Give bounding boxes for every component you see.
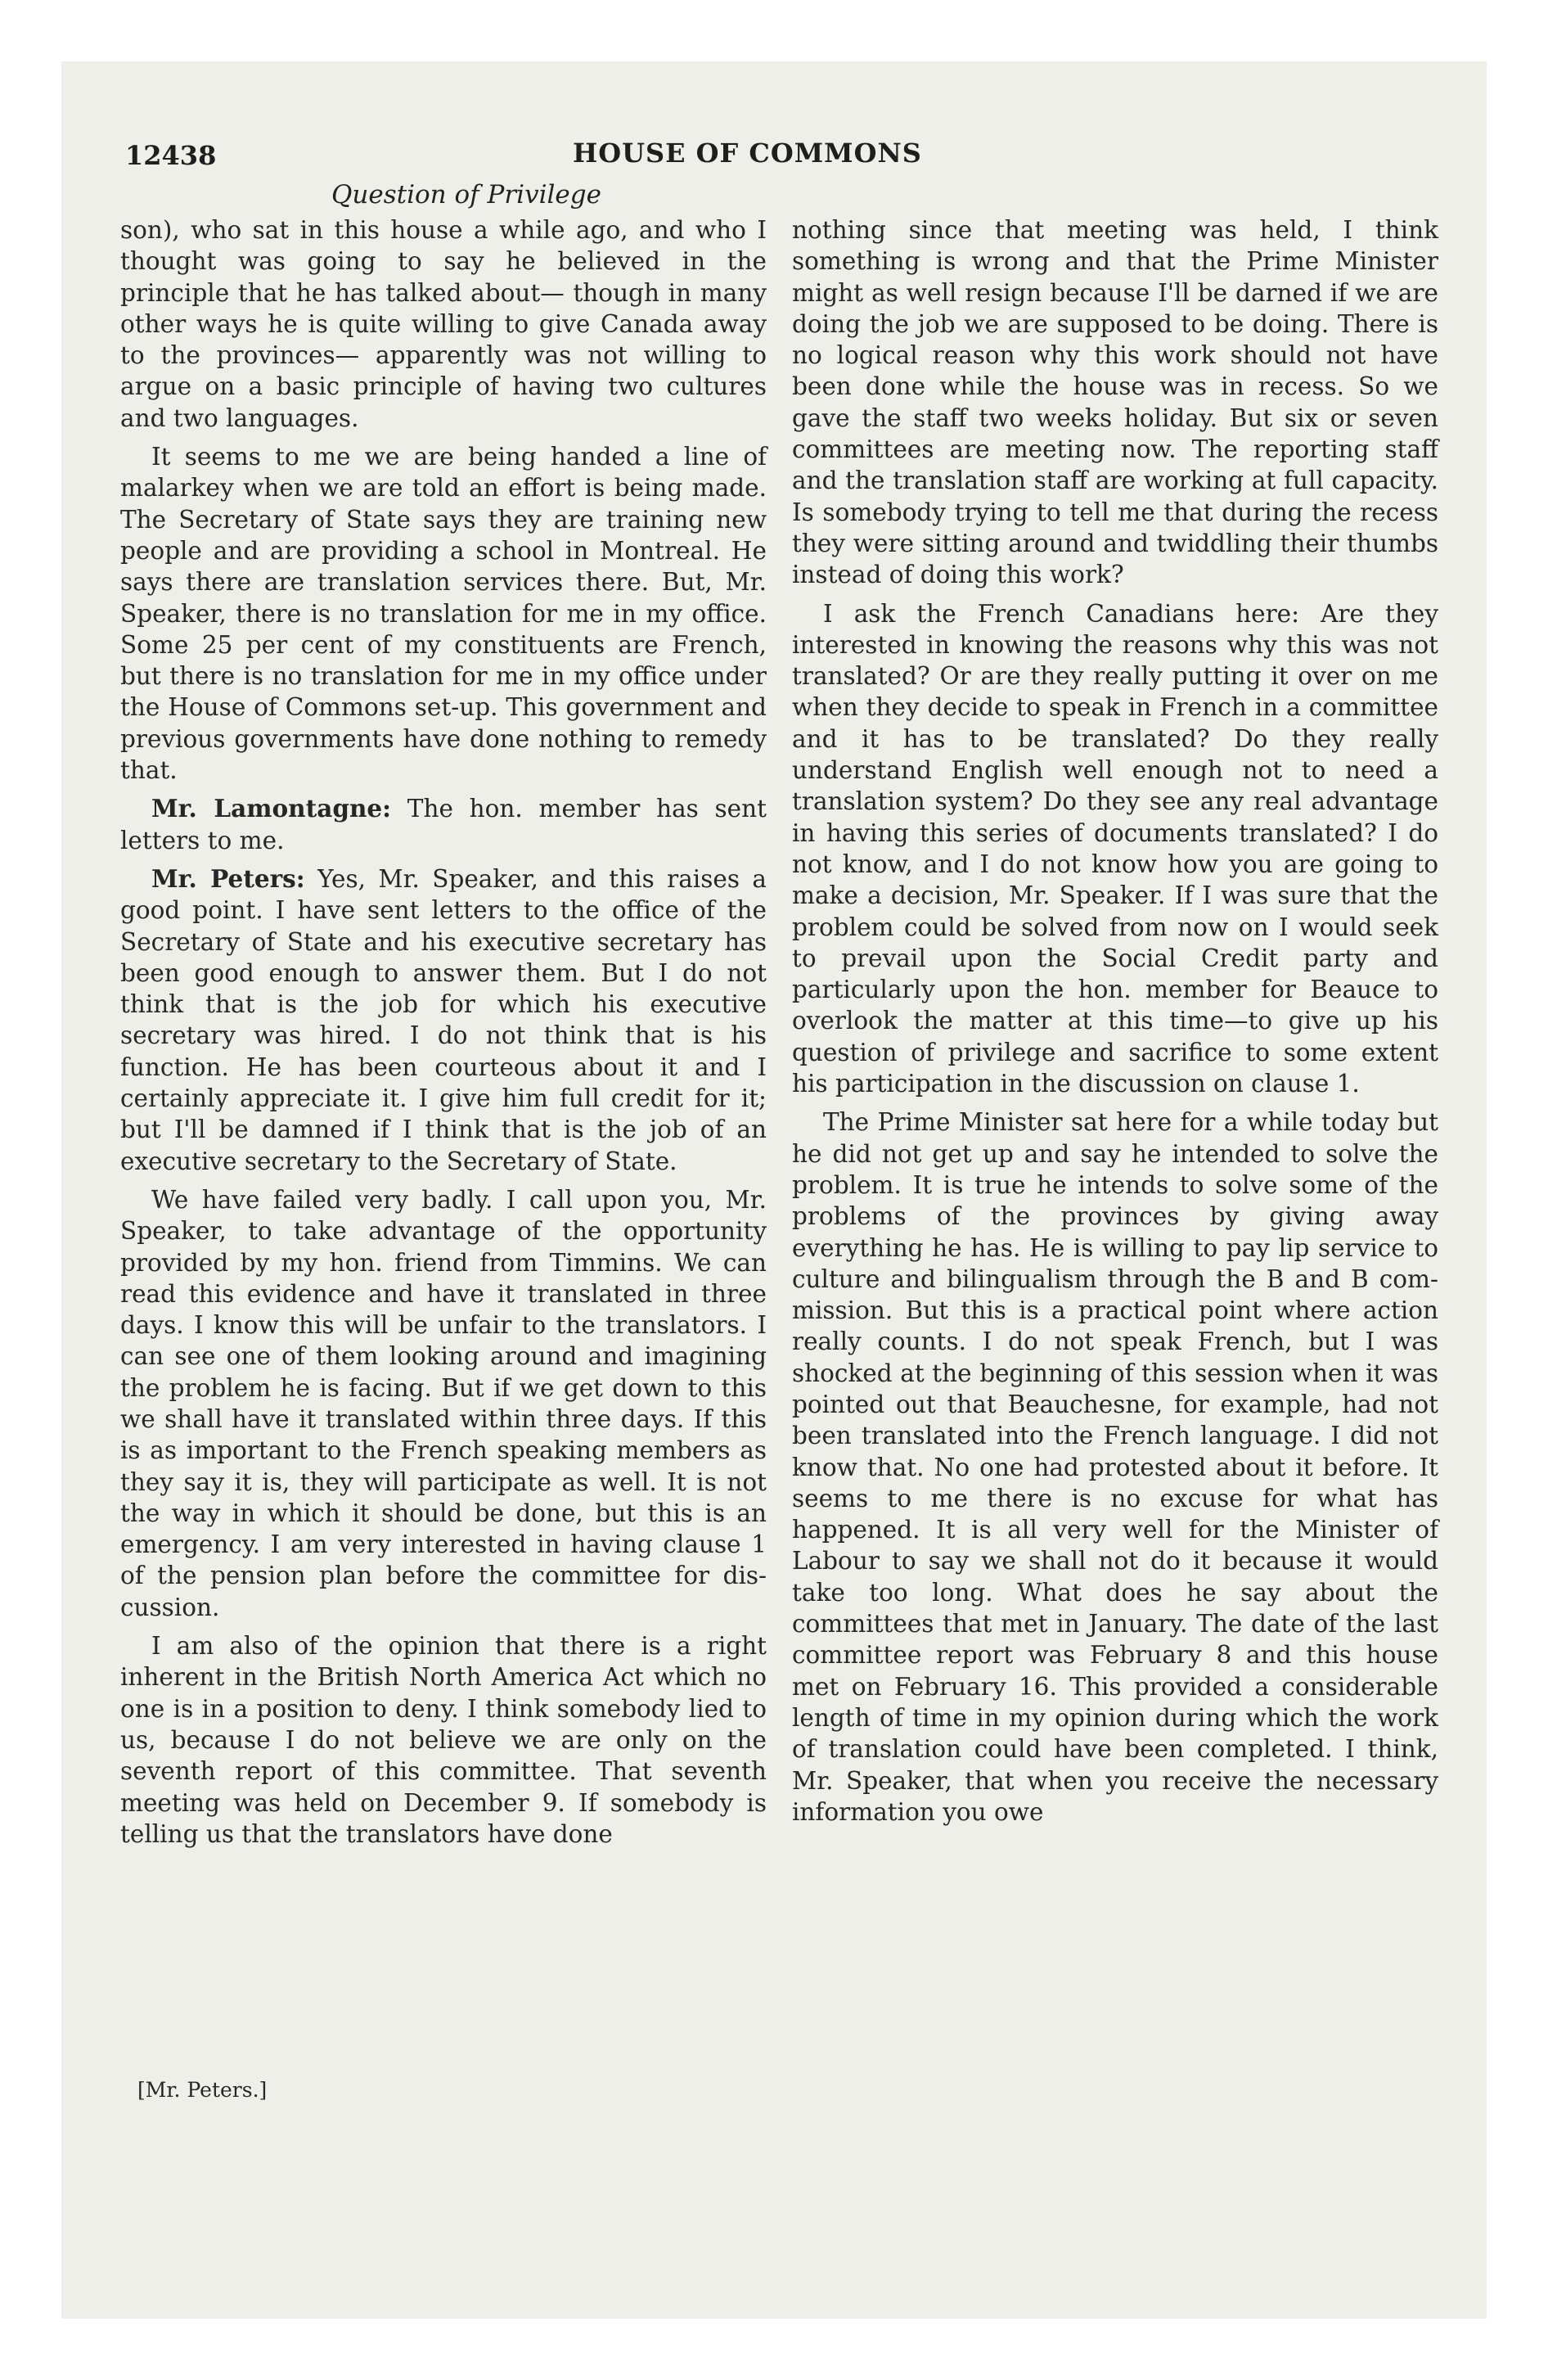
- running-head: HOUSE OF COMMONS: [573, 137, 922, 169]
- paragraph-text: nothing since that meeting was held, I think something is wrong and that the Prime Minister might as well resign because I'll be darned if we are doing the job we are supposed to be doing. There is no logical reason why this work should not have been done while the house was in recess. So we gave the staff two weeks holiday. But six or seven committees are meeting now. The reporting staff and the translation staff are working at full capacity. Is somebody trying to tell me that during the recess they were sitting around and twiddling their thumbs instead of doing this work?: [792, 216, 1438, 589]
- paragraph-text: Yes, Mr. Speaker, and this raises a good point. I have sent letters to the office of the Secretary of State and his executive secretary has been good enough to answer them. But I do not think that is the job for which his executive secretary was hired. I do not think that is his function. He has been courteous about it and I certainly appreciate it. I give him full credit for it; but I'll be damned if I think that is the job of an executive secretary to the Secretary of State.: [120, 864, 767, 1175]
- paragraph: [120, 1184, 767, 1623]
- section-title: Question of Privilege: [331, 180, 601, 210]
- page-number: 12438: [125, 140, 217, 171]
- paragraph-text: I am also of the opinion that there is a right inherent in the British North America Act which no one is in a position to deny. I think somebody lied to us, because I do not believe we are only on the seventh report of this committee. That seventh meeting was held on December 9. If somebody is telling us that the translators have done: [120, 1632, 767, 1848]
- paragraph-text: It seems to me we are being handed a line of malarkey when we are told an effort is being made. The Secretary of State says they are training new people and are providing a school in Montreal. He says there are translation services there. But, Mr. Speaker, there is no translation for me in my office. Some 25 per cent of my constituents are French, but there is no translation for me in my office under the House of Commons set-up. This government and previous governments have done nothing to remedy that.: [120, 443, 767, 785]
- speaker-name: Mr. Peters:: [151, 863, 305, 893]
- paragraph: [120, 214, 767, 434]
- right-column: [792, 214, 1438, 1828]
- paragraph: [792, 1107, 1438, 1828]
- paragraph: [120, 441, 767, 786]
- speaker-name: Mr. Lamontagne:: [151, 794, 392, 823]
- paragraph-text: We have failed very badly. I call upon you, Mr. Speaker, to take advantage of the opportunity provided by my hon. friend from Timmins. We can read this evidence and have it translated in three days. I know this will be unfair to the translators. I can see one of them looking around and imagining the problem he is facing. But if we get down to this we shall have it translated within three days. If this is as important to the French speaking members as they say it is, they will participate as well. It is not the way in which it should be done, but this is an emergency. I am very interested in having clause 1 of the pension plan before the committee for discussion.: [120, 1185, 767, 1621]
- left-column: [120, 214, 767, 1850]
- paragraph: [792, 214, 1438, 591]
- paragraph-text: The hon. member has sent letters to me.: [120, 795, 767, 854]
- paragraph: [120, 1630, 767, 1850]
- paragraph-text: son), who sat in this house a while ago, and who I thought was going to say he believed in the principle that he has talked about— though in many other ways he is quite willing to give Canada away to the provinces— apparently was not willing to argue on a basic principle of having two cultures and two languages.: [120, 216, 767, 432]
- speech-paragraph: [120, 793, 767, 856]
- speaker-attribution: [Mr. Peters.]: [137, 2078, 268, 2102]
- speech-paragraph: [120, 863, 767, 1177]
- paragraph: [792, 598, 1438, 1100]
- paragraph-text: I ask the French Canadians here: Are they interested in knowing the reasons why this was not translated? Or are they really putting it over on me when they decide to speak in French in a committee and it has to be translated? Do they really understand English well enough not to need a translation system? Do they see any real advantage in having this series of documents translated? I do not know, and I do not know how you are going to make a decision, Mr. Speaker. If I was sure that the problem could be solved from now on I would seek to prevail upon the Social Credit party and particularly upon the hon. member for Beauce to overlook the matter at this time—to give up his question of privilege and sacrifice to some extent his participation in the discussion on clause 1.: [792, 599, 1438, 1098]
- paragraph-text: The Prime Minister sat here for a while today but he did not get up and say he intended to solve the problem. It is true he intends to solve some of the problems of the provinces by giving away everything he has. He is willing to pay lip service to culture and bilingualism through the B and B commission. But this is a practical point where action really counts. I do not speak French, but I was shocked at the beginning of this session when it was pointed out that Beauchesne, for example, had not been translated into the French language. I did not know that. No one had protested about it before. It seems to me there is no excuse for what has happened. It is all very well for the Minister of Labour to say we shall not do it because it would take too long. What does he say about the committees that met in January. The date of the last committee report was February 8 and this house met on February 16. This provided a considerable length of time in my opinion during which the work of translation could have been completed. I think, Mr. Speaker, that when you receive the necessary information you owe: [792, 1108, 1438, 1826]
